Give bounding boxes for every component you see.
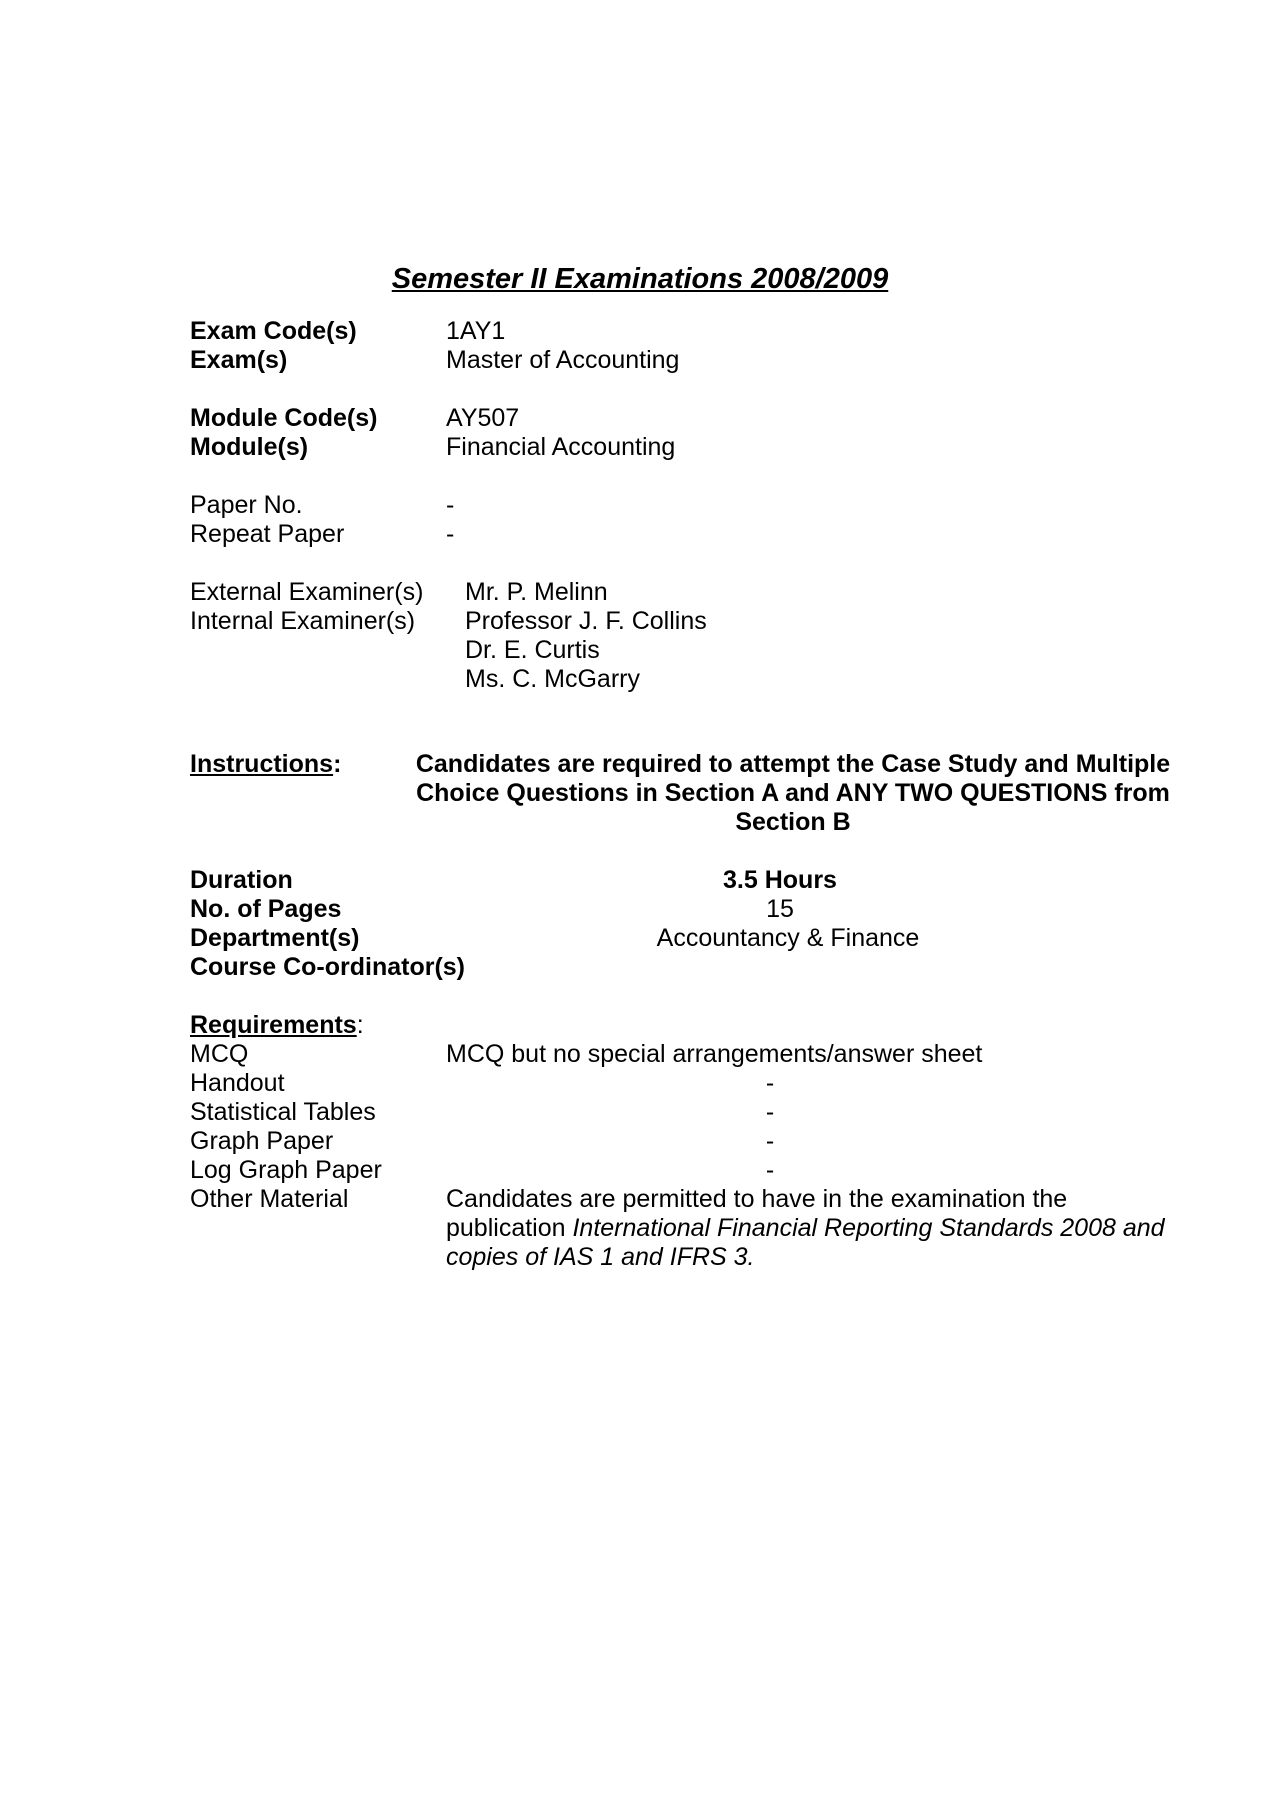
examiner-name: Mr. P. Melinn xyxy=(465,578,608,606)
internal-examiner-label: Internal Examiner(s) xyxy=(190,607,416,635)
statistical-tables-label: Statistical Tables xyxy=(190,1098,376,1126)
instructions-heading xyxy=(190,750,341,779)
paper-no-label: Paper No. xyxy=(190,491,303,519)
instructions-colon: : xyxy=(333,750,342,778)
log-graph-paper-label: Log Graph Paper xyxy=(190,1156,382,1184)
department-label: Department(s) xyxy=(190,924,360,952)
requirements-colon: : xyxy=(356,1011,364,1039)
mcq-label: MCQ xyxy=(190,1040,249,1068)
exam-code-label: Exam Code(s) xyxy=(190,317,357,345)
paper-no-value: - xyxy=(446,491,455,519)
other-material-text xyxy=(446,1185,1186,1272)
examiner-name: Ms. C. McGarry xyxy=(465,665,640,693)
exam-name-value: Master of Accounting xyxy=(446,346,680,374)
repeat-paper-value: - xyxy=(446,520,455,548)
other-material-publication: International Financial Reporting Standards 2008 and copies of IAS 1 and IFRS 3. xyxy=(446,1214,1165,1271)
handout-label: Handout xyxy=(190,1069,285,1097)
log-graph-paper-value: - xyxy=(765,1156,775,1184)
other-material-label: Other Material xyxy=(190,1185,349,1213)
mcq-value: MCQ but no special arrangements/answer sheet xyxy=(446,1040,983,1068)
department-value: Accountancy & Finance xyxy=(656,924,920,952)
examiner-name: Dr. E. Curtis xyxy=(465,636,600,664)
instructions-text: Candidates are required to attempt the Case Study and Multiple Choice Questions in Section A and ANY TWO QUESTIONS from Section B xyxy=(415,750,1171,836)
module-name-label: Module(s) xyxy=(190,433,309,461)
other-material-plain: Candidates are permitted to have in the examination the publication xyxy=(446,1185,1068,1242)
examiner-name: Professor J. F. Collins xyxy=(465,607,707,635)
pages-label: No. of Pages xyxy=(190,895,342,923)
external-examiner-label: External Examiner(s) xyxy=(190,578,424,606)
module-code-value: AY507 xyxy=(446,404,520,432)
module-code-label: Module Code(s) xyxy=(190,404,378,432)
repeat-paper-label: Repeat Paper xyxy=(190,520,345,548)
statistical-tables-value: - xyxy=(765,1098,775,1126)
pages-value: 15 xyxy=(766,895,794,923)
exam-name-label: Exam(s) xyxy=(190,346,288,374)
requirements-heading xyxy=(190,1011,364,1040)
instructions-label: Instructions xyxy=(190,750,334,778)
page-title: Semester II Examinations 2008/2009 xyxy=(391,263,889,295)
requirements-label: Requirements xyxy=(190,1011,357,1039)
coordinator-label: Course Co-ordinator(s) xyxy=(190,953,465,981)
graph-paper-label: Graph Paper xyxy=(190,1127,334,1155)
duration-label: Duration xyxy=(190,866,293,894)
module-name-value: Financial Accounting xyxy=(446,433,676,461)
graph-paper-value: - xyxy=(765,1127,775,1155)
exam-code-value: 1AY1 xyxy=(446,317,506,345)
duration-value: 3.5 Hours xyxy=(723,866,837,894)
handout-value: - xyxy=(765,1069,775,1097)
